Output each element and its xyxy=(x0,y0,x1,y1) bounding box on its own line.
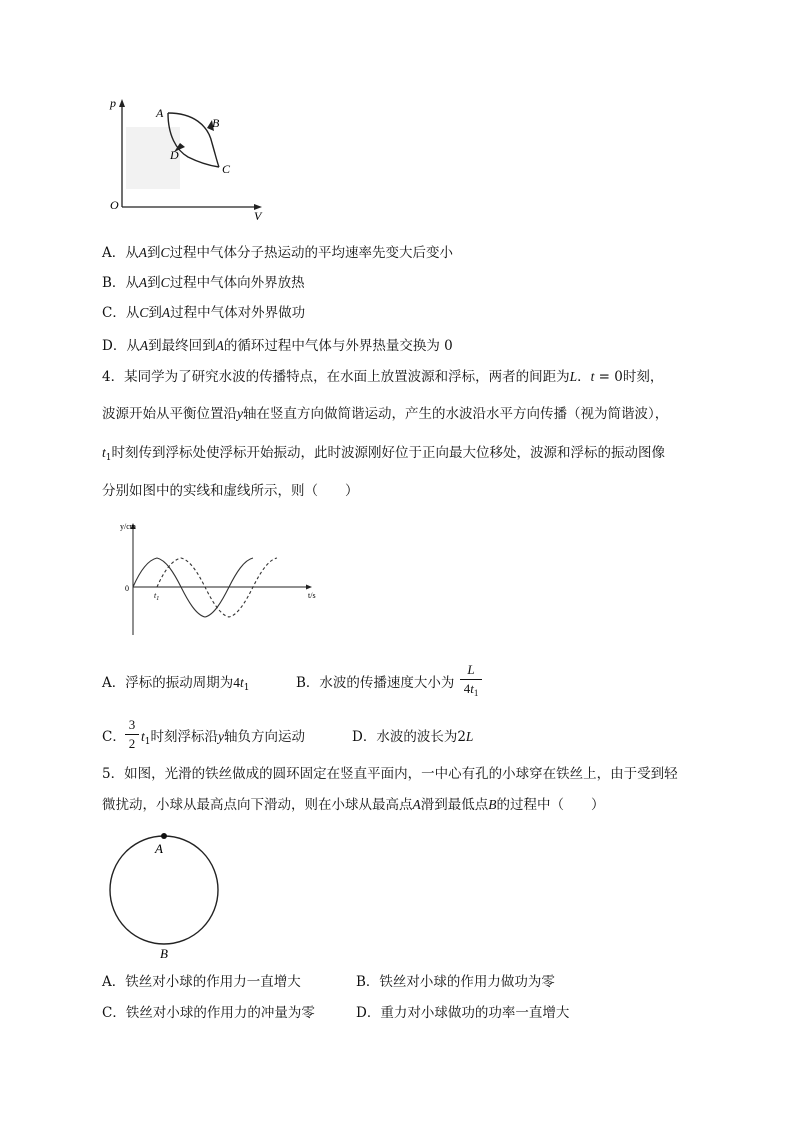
stem-text: 滑到最低点 xyxy=(420,797,489,813)
stem-text: 轴在竖直方向做简谐运动，产生的水波沿水平方向传播（视为简谐波）， xyxy=(243,406,669,422)
coef: 2 xyxy=(457,729,466,745)
option-text: 水波的传播速度大小为 xyxy=(319,675,455,691)
option-letter: C． xyxy=(102,729,126,745)
var: A xyxy=(138,275,148,290)
option-letter: B． xyxy=(296,675,320,691)
q4-option-a xyxy=(102,674,250,697)
q4-option-c-text xyxy=(141,728,305,751)
var: C xyxy=(139,305,149,320)
stem-text: = 0时刻， xyxy=(594,369,664,385)
p-label: p xyxy=(110,96,116,110)
option-text: 到 xyxy=(147,275,161,291)
option-letter: A． xyxy=(102,245,126,261)
q4-stem-line2 xyxy=(102,405,668,423)
var: A xyxy=(215,338,224,353)
option-text: 从 xyxy=(125,305,140,321)
option-text: 轴负方向运动 xyxy=(224,729,305,745)
option-text: 到 xyxy=(148,305,162,321)
point-a-label: A xyxy=(156,106,164,120)
q4-option-c-letter xyxy=(102,728,126,746)
q5-option-b: B．铁丝对小球的作用力做功为零 xyxy=(356,974,555,990)
p-axis-arrow xyxy=(119,99,125,107)
option-text: 时刻浮标沿 xyxy=(150,729,218,745)
ring-diagram xyxy=(104,822,229,964)
var-t: t xyxy=(590,369,595,384)
point-d-label: D xyxy=(170,148,179,162)
den-coef: 4 xyxy=(463,681,471,696)
option-text: 的循环过程中气体与外界热量交换为 0 xyxy=(223,338,453,354)
option-text: 到最终回到 xyxy=(148,338,216,354)
q4-stem-line1 xyxy=(102,368,663,386)
q5-stem-line2 xyxy=(102,796,605,814)
stem-text: ． xyxy=(577,369,591,385)
var-b: B xyxy=(488,797,497,812)
stem-text: 的过程中（ ） xyxy=(496,797,605,813)
coef: 4 xyxy=(233,675,240,690)
fraction-bar xyxy=(125,734,139,735)
q4-option-d xyxy=(352,728,473,746)
option-text: 过程中气体向外界放热 xyxy=(169,275,305,291)
var-t: t xyxy=(470,681,474,696)
var-t: t xyxy=(240,675,244,690)
fraction-numerator: L xyxy=(467,662,475,677)
option-letter: B． xyxy=(102,275,126,291)
q3-option-a xyxy=(102,244,453,262)
var-a: A xyxy=(412,797,421,812)
q4-stem-line4 xyxy=(102,482,359,500)
v-label: V xyxy=(254,209,262,223)
stem-text: 分别如图中的实线和虚线所示，则（ ） xyxy=(102,483,359,499)
stem-text: 波源开始从平衡位置沿 xyxy=(102,406,237,422)
pv-diagram xyxy=(108,95,268,225)
q4-option-c-fraction xyxy=(124,717,140,752)
t-axis-label: t/s xyxy=(308,591,316,600)
y-axis-label: y/cm xyxy=(120,522,136,531)
option-text: 浮标的振动周期为 xyxy=(125,675,234,691)
var-t: t xyxy=(141,729,145,744)
q3-option-c xyxy=(102,304,305,322)
var: A xyxy=(139,338,149,353)
label-b: B xyxy=(160,946,168,961)
var-y: y xyxy=(218,729,224,744)
fraction-denominator: 2 xyxy=(128,736,136,751)
option-text: 水波的波长为 xyxy=(376,729,458,745)
var-t: t xyxy=(102,445,106,460)
origin-label: O xyxy=(110,198,119,212)
stem-text: 4．某同学为了研究水波的传播特点，在水面上放置波源和浮标，两者的间距为 xyxy=(102,369,570,385)
option-text: 过程中气体分子热运动的平均速率先变大后变小 xyxy=(169,245,454,261)
t-axis-arrow xyxy=(306,585,312,590)
stem-text: 5．如图，光滑的铁丝做成的圆环固定在竖直平面内，一中心有孔的小球穿在铁丝上，由于受到轻 xyxy=(102,766,678,782)
option-text: 过程中气体对外界做功 xyxy=(170,305,306,321)
var-y: y xyxy=(237,406,243,421)
var: C xyxy=(160,245,170,260)
stem-text: 微扰动，小球从最高点向下滑动，则在小球从最高点 xyxy=(102,797,413,813)
q4-option-b xyxy=(296,674,454,692)
origin-label: 0 xyxy=(125,584,129,593)
q5-option-a: A．铁丝对小球的作用力一直增大 xyxy=(102,974,301,990)
var-l: L xyxy=(465,729,474,744)
option-letter: D． xyxy=(352,729,377,745)
var: A xyxy=(161,305,171,320)
option-letter: A． xyxy=(102,675,126,691)
q5-stem-line1 xyxy=(102,765,678,783)
fraction-numerator: 3 xyxy=(128,717,136,732)
label-a: A xyxy=(155,841,163,856)
q5-option-d: D．重力对小球做功的功率一直增大 xyxy=(356,1005,570,1021)
subscript: 1 xyxy=(105,453,112,463)
var: C xyxy=(160,275,170,290)
q3-option-d xyxy=(102,337,453,355)
option-letter: D． xyxy=(102,338,127,354)
stem-text: 时刻传到浮标处使浮标开始振动，此时波源刚好位于正向最大位移处，波源和浮标的振动图像 xyxy=(111,445,665,461)
var-l: L xyxy=(569,369,578,384)
var: A xyxy=(138,245,147,260)
fraction-denominator xyxy=(458,681,484,701)
tick-sub: 1 xyxy=(156,596,160,602)
q5-option-c: C．铁丝对小球的作用力的冲量为零 xyxy=(102,1005,315,1021)
q4-stem-line3 xyxy=(102,444,665,467)
point-c-label: C xyxy=(222,162,231,176)
vibration-graph xyxy=(112,515,327,640)
subscript: 1 xyxy=(243,683,250,693)
option-text: 到 xyxy=(147,245,161,261)
q4-option-b-fraction xyxy=(458,662,484,701)
subscript: 1 xyxy=(144,737,151,747)
option-text: 从 xyxy=(125,245,139,261)
option-text: 从 xyxy=(126,338,140,354)
point-b-label: B xyxy=(212,116,220,130)
q3-option-b xyxy=(102,274,305,292)
subscript: 1 xyxy=(473,688,479,698)
ball xyxy=(161,833,167,839)
option-text: 从 xyxy=(125,275,139,291)
tick-t: t xyxy=(154,591,157,600)
t1-tick-label xyxy=(154,591,159,602)
fraction-bar xyxy=(460,679,482,680)
option-letter: C． xyxy=(102,305,126,321)
wire-ring xyxy=(110,836,218,944)
